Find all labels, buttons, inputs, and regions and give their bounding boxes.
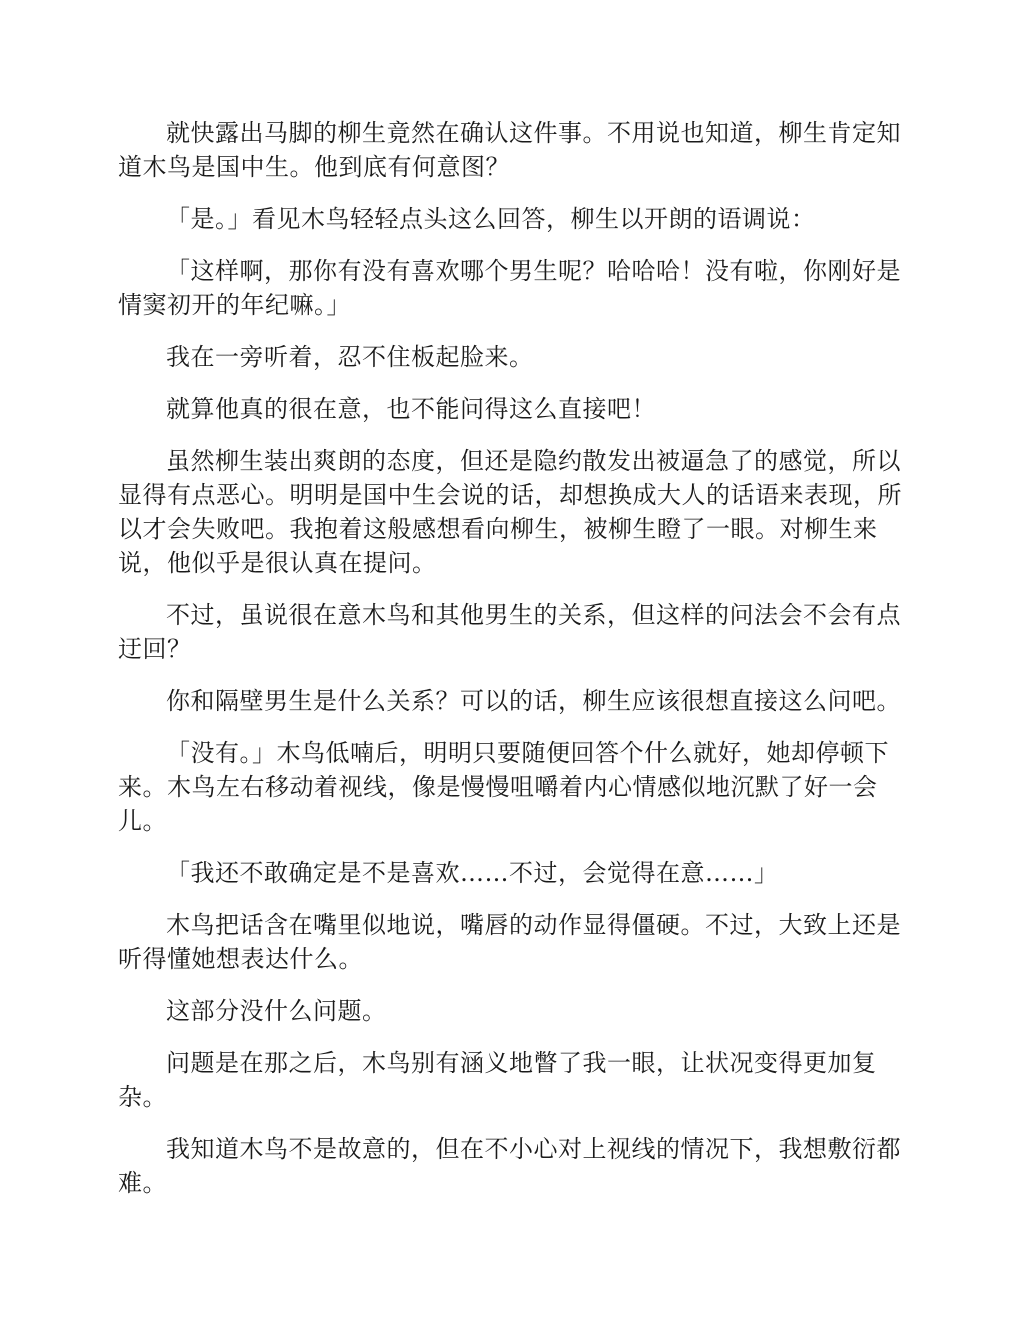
paragraph-5: 就算他真的很在意，也不能问得这么直接吧！ xyxy=(166,395,656,423)
paragraph-3: 「这样啊，那你有没有喜欢哪个男生呢？哈哈哈！没有啦，你刚好是情窦初开的年纪嘛。」 xyxy=(118,257,901,319)
paragraph-6: 虽然柳生装出爽朗的态度，但还是隐约散发出被逼急了的感觉，所以显得有点恶心。明明是国中生会说的话，却想换成大人的话语来表现，所以才会失败吧。我抱着这般感想看向柳生，被柳生瞪了一眼。对柳生来说，他似乎是很认真在提问。 xyxy=(118,447,902,577)
body-text xyxy=(118,116,902,1218)
paragraph-8: 你和隔壁男生是什么关系？可以的话，柳生应该很想直接这么问吧。 xyxy=(166,687,901,715)
paragraph-13: 问题是在那之后，木鸟别有涵义地瞥了我一眼，让状况变得更加复杂。 xyxy=(118,1049,877,1111)
paragraph-4: 我在一旁听着，忍不住板起脸来。 xyxy=(166,343,534,371)
paragraph-2: 「是。」看见木鸟轻轻点头这么回答，柳生以开朗的语调说： xyxy=(166,205,816,233)
paragraph-1: 就快露出马脚的柳生竟然在确认这件事。不用说也知道，柳生肯定知道木鸟是国中生。他到底有何意图？ xyxy=(118,119,901,181)
paragraph-9: 「没有。」木鸟低喃后，明明只要随便回答个什么就好，她却停顿下来。木鸟左右移动着视线，像是慢慢咀嚼着内心情感似地沉默了好一会儿。 xyxy=(118,739,889,835)
paragraph-7: 不过，虽说很在意木鸟和其他男生的关系，但这样的问法会不会有点迂回？ xyxy=(118,601,901,663)
paragraph-14: 我知道木鸟不是故意的，但在不小心对上视线的情况下，我想敷衍都难。 xyxy=(118,1135,901,1197)
paragraph-10: 「我还不敢确定是不是喜欢……不过，会觉得在意……」 xyxy=(166,859,779,887)
paragraph-11: 木鸟把话含在嘴里似地说，嘴唇的动作显得僵硬。不过，大致上还是听得懂她想表达什么。 xyxy=(118,911,901,973)
paragraph-12: 这部分没什么问题。 xyxy=(166,997,387,1025)
